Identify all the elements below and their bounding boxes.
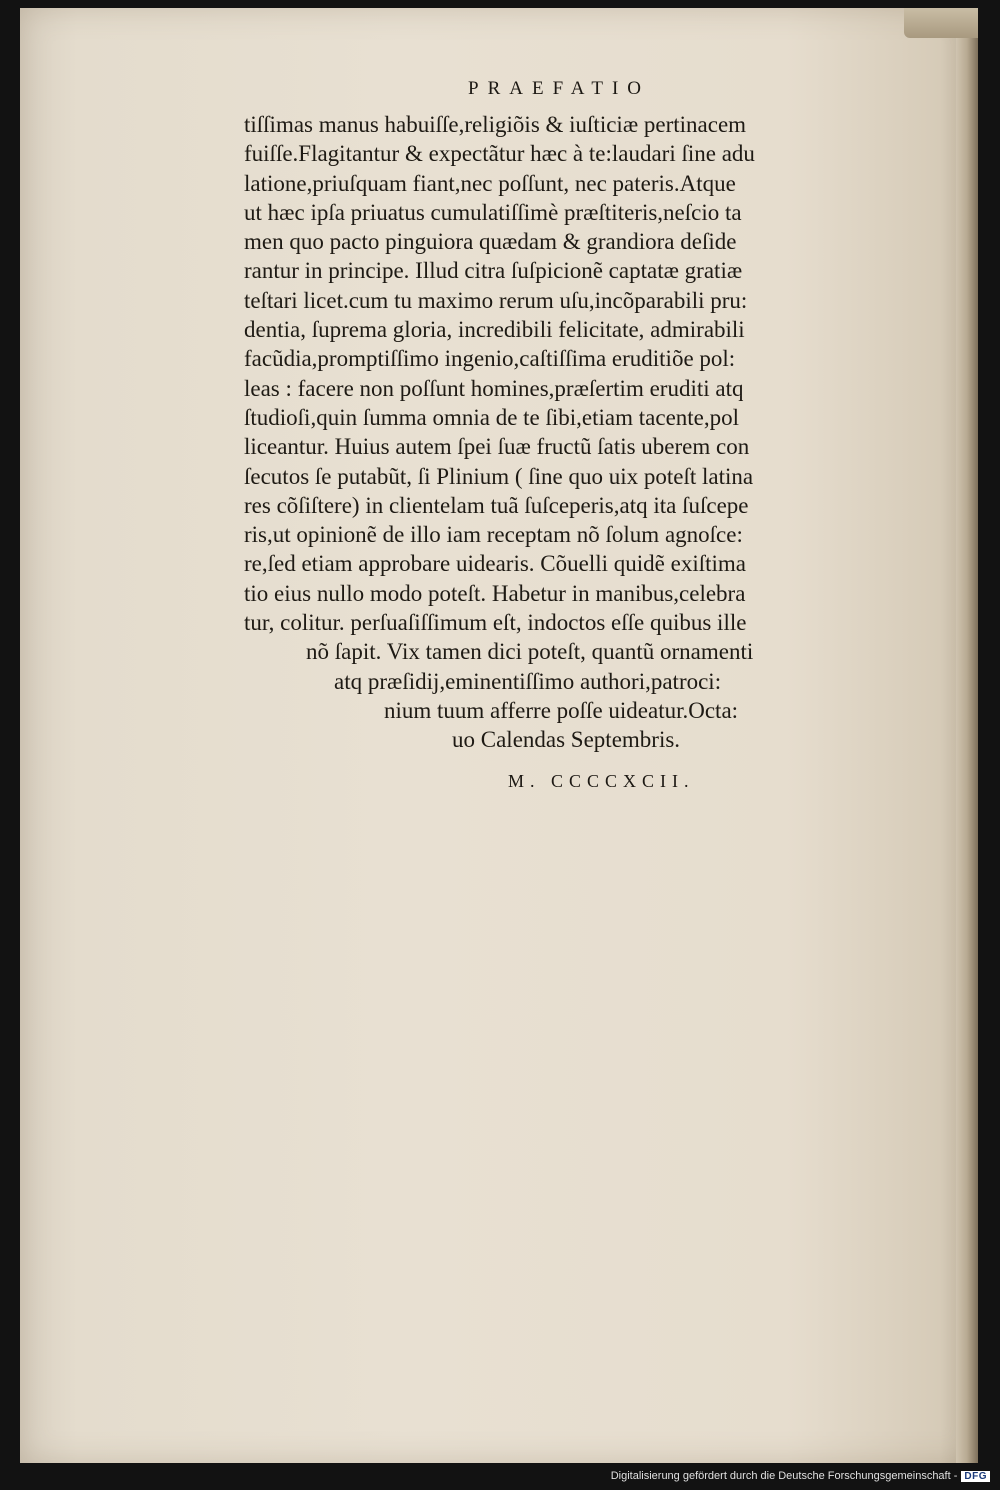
text-line: ſecutos ſe putabũt, ſi Plinium ( ſine quo uix poteſt latina: [244, 463, 754, 489]
text-line: atq præſidij,eminentiſſimo authori,patroci:: [334, 668, 722, 694]
text-line: fuiſſe.Flagitantur & expectãtur hæc à te:laudari ſine adu: [244, 141, 755, 167]
text-line: tur, colitur. perſuaſiſſimum eſt, indoctos eſſe quibus ille: [244, 610, 747, 636]
body-text: [244, 110, 904, 755]
text-line: latione,priuſquam fiant,nec poſſunt, nec pateris.Atque: [244, 170, 736, 196]
text-line: tiſſimas manus habuiſſe,religiõis & iuſticiæ pertinacem: [244, 112, 747, 137]
text-line: teſtari licet.cum tu maximo rerum uſu,incõparabili pru:: [244, 287, 748, 313]
text-line: rantur in principe. Illud citra ſuſpicionẽ captatæ gratiæ: [244, 258, 743, 284]
digitization-footer: [611, 1470, 990, 1482]
text-line: tio eius nullo modo poteſt. Habetur in manibus,celebra: [244, 580, 746, 606]
text-line: re,ſed etiam approbare uidearis. Cõuelli quidẽ exiſtima: [244, 551, 746, 577]
text-line: nium tuum afferre poſſe uideatur.Octa:: [384, 697, 739, 723]
date-line: M. CCCCXCII.: [508, 771, 695, 791]
text-line: ut hæc ipſa priuatus cumulatiſſimè præſtiteris,neſcio ta: [244, 199, 742, 225]
footer-credit: Digitalisierung gefördert durch die Deutsche Forschungsgemeinschaft -: [610, 1470, 958, 1482]
text-line: ris,ut opinionẽ de illo iam receptam nõ ſolum agnoſce:: [244, 522, 743, 548]
dfg-logo: DFG: [961, 1471, 990, 1482]
text-line: men quo pacto pinguiora quædam & grandiora deſide: [244, 229, 737, 255]
page-corner-tab: [904, 8, 978, 38]
text-line: leas : facere non poſſunt homines,præſertim eruditi atq: [244, 375, 744, 401]
text-line: ſtudioſi,quin ſumma omnia de te ſibi,etiam tacente,pol: [244, 404, 740, 430]
text-line: nõ ſapit. Vix tamen dici poteſt, quantũ ornamenti: [306, 639, 754, 665]
text-line: dentia, ſuprema gloria, incredibili felicitate, admirabili: [244, 317, 745, 343]
text-line: uo Calendas Septembris.: [452, 727, 681, 753]
text-line: liceantur. Huius autem ſpei ſuæ fructũ ſatis uberem con: [244, 434, 750, 460]
running-header: PRAEFATIO: [468, 78, 650, 99]
text-line: facũdia,promptiſſimo ingenio,caſtiſſima eruditiõe pol:: [244, 346, 736, 372]
page-edge: [956, 8, 978, 1463]
text-line: res cõſiſtere) in clientelam tuã ſuſceperis,atq ita ſuſcepe: [244, 492, 749, 518]
